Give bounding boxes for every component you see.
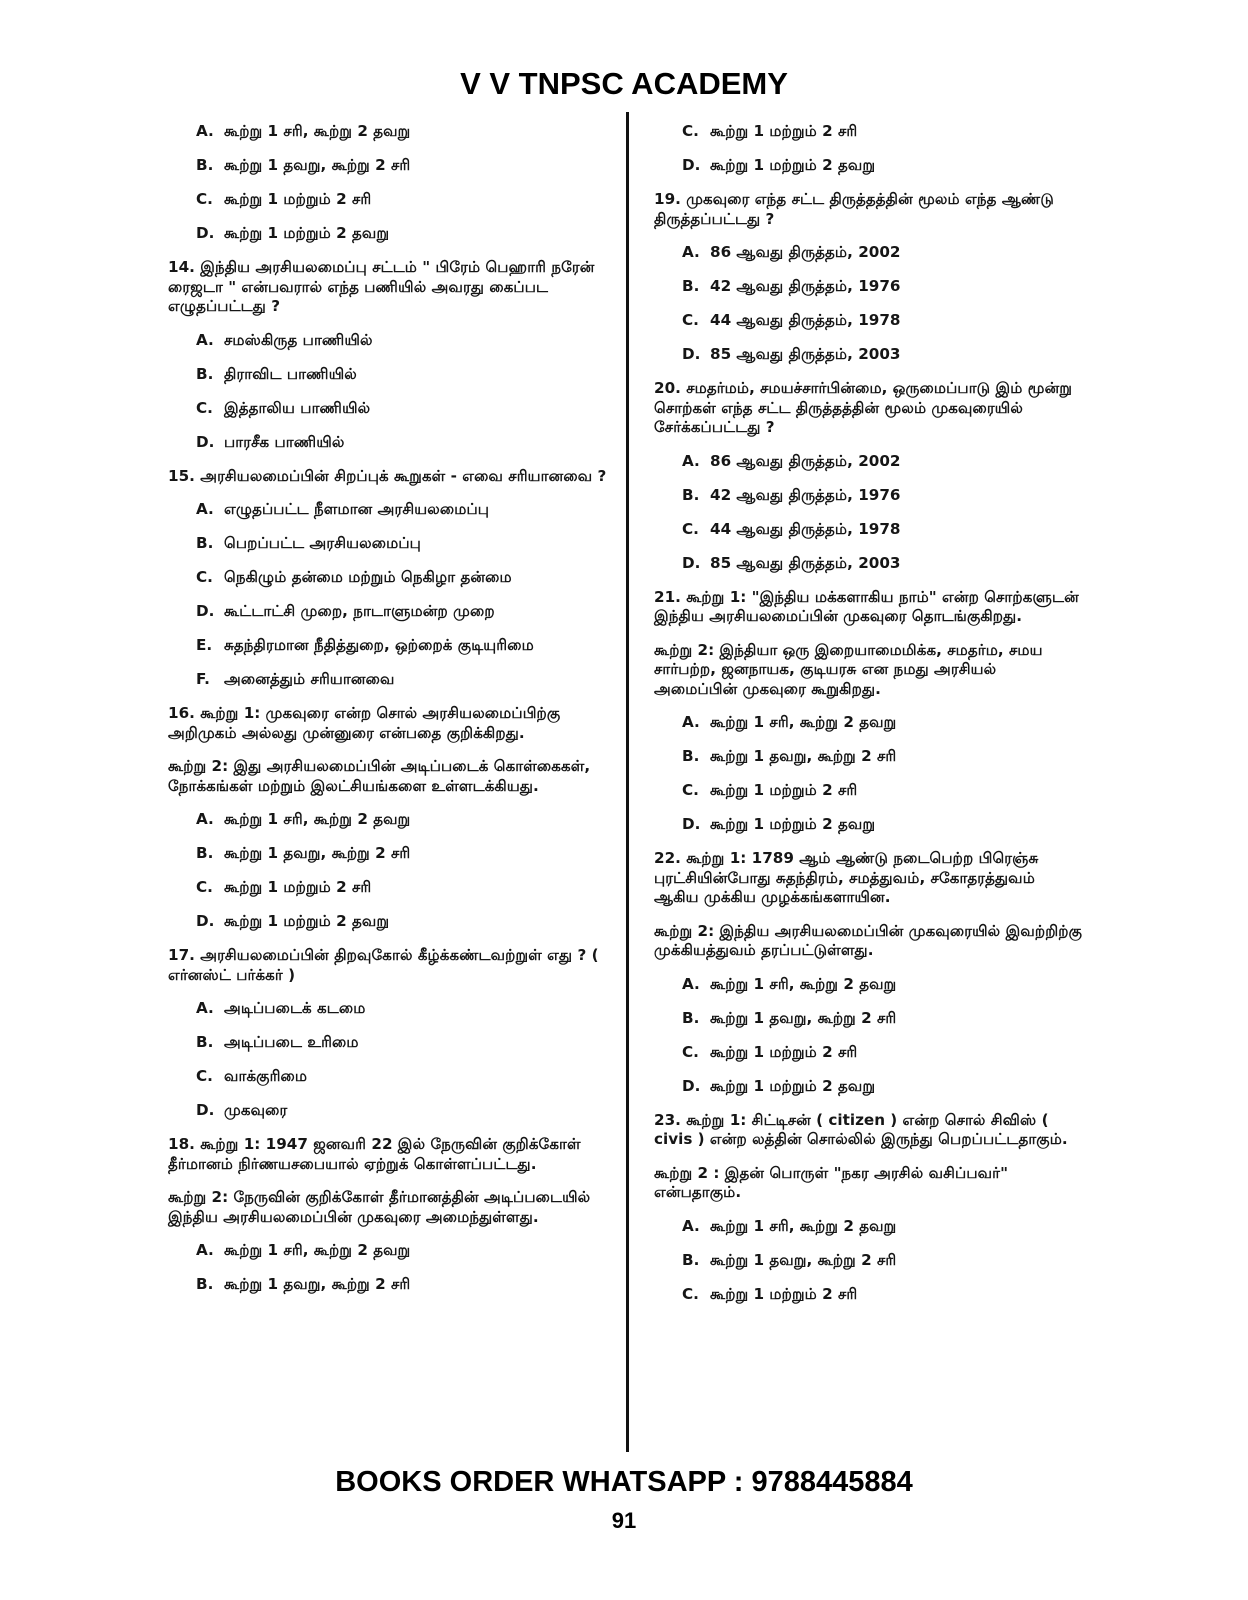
answer-option xyxy=(654,243,1084,263)
option-letter: F. xyxy=(196,670,210,688)
option-text: 42 ஆவது திருத்தம், 1976 xyxy=(710,277,901,295)
answer-option xyxy=(168,433,608,453)
answer-option xyxy=(654,452,1084,472)
answer-option xyxy=(168,331,608,351)
option-text: பெறப்பட்ட அரசியலமைப்பு xyxy=(224,534,421,552)
option-text: நெகிழும் தன்மை மற்றும் நெகிழா தன்மை xyxy=(224,568,512,586)
answer-option xyxy=(654,486,1084,506)
option-text: அனைத்தும் சரியானவை xyxy=(224,670,395,688)
option-letter: D. xyxy=(682,553,701,572)
option-letter: A. xyxy=(196,999,214,1017)
page-header-title: V V TNPSC ACADEMY xyxy=(460,66,788,101)
option-letter: C. xyxy=(682,122,699,140)
answer-option xyxy=(654,781,1084,801)
answer-option xyxy=(168,602,608,622)
option-letter: A. xyxy=(196,810,214,828)
answer-option xyxy=(654,1043,1084,1063)
option-letter: A. xyxy=(682,974,700,993)
option-text: இத்தாலிய பாணியில் xyxy=(224,398,371,417)
option-letter: C. xyxy=(682,1042,699,1061)
option-text: கூற்று 1 தவறு, கூற்று 2 சரி xyxy=(710,1250,897,1269)
option-letter: B. xyxy=(682,1250,700,1269)
option-letter: B. xyxy=(682,277,700,295)
option-text: சமஸ்கிருத பாணியில் xyxy=(224,330,373,349)
option-letter: C. xyxy=(196,190,213,208)
option-text: கூற்று 1 தவறு, கூற்று 2 சரி xyxy=(224,1275,411,1293)
question-text: 16. கூற்று 1: முகவுரை என்ற சொல் அரசியலமைப்பிற்கு அறிமுகம் அல்லது முன்னுரை என்பதை குறிக்கிறது. xyxy=(168,704,561,742)
answer-option xyxy=(654,156,1084,176)
option-text: 44 ஆவது திருத்தம், 1978 xyxy=(710,519,901,538)
option-letter: B. xyxy=(196,1033,214,1051)
answer-option xyxy=(654,747,1084,767)
option-letter: D. xyxy=(682,156,701,174)
option-text: கூற்று 1 சரி, கூற்று 2 தவறு xyxy=(224,1241,411,1259)
option-letter: C. xyxy=(196,568,213,586)
answer-option xyxy=(168,844,608,864)
option-text: கூற்று 1 தவறு, கூற்று 2 சரி xyxy=(224,156,411,174)
option-text: 44 ஆவது திருத்தம், 1978 xyxy=(710,311,901,329)
books-order-footer: BOOKS ORDER WHATSAPP : 9788445884 xyxy=(335,1466,913,1498)
option-letter: B. xyxy=(682,747,700,765)
answer-option xyxy=(654,122,1084,142)
question-text: கூற்று 2 : இதன் பொருள் "நகர அரசில் வசிப்பவர்" என்பதாகும். xyxy=(654,1163,1009,1201)
answer-option xyxy=(654,277,1084,297)
option-text: கூற்று 1 தவறு, கூற்று 2 சரி xyxy=(710,747,897,765)
option-text: கூற்று 1 சரி, கூற்று 2 தவறு xyxy=(224,810,411,828)
answer-option xyxy=(168,999,608,1019)
question-text: 17. அரசியலமைப்பின் திறவுகோல் கீழ்க்கண்டவற்றுள் எது ? ( எர்னஸ்ட் பர்க்கர் ) xyxy=(168,946,599,984)
answer-option xyxy=(168,1275,608,1295)
answer-option xyxy=(654,1217,1084,1237)
option-letter: B. xyxy=(196,156,214,174)
right-column xyxy=(654,122,1084,1319)
answer-option xyxy=(168,365,608,385)
question-text: 20. சமதர்மம், சமயச்சார்பின்மை, ஒருமைப்பாடு இம் மூன்று சொற்கள் எந்த சட்ட திருத்தத்தின் மூலம் முகவுரையில் சேர்க்கப்பட்டது ? xyxy=(654,379,1073,436)
option-text: கூற்று 1 தவறு, கூற்று 2 சரி xyxy=(710,1008,897,1027)
option-letter: B. xyxy=(682,1008,700,1027)
answer-option xyxy=(168,122,608,142)
option-letter: C. xyxy=(196,1067,213,1085)
answer-option xyxy=(654,1251,1084,1271)
answer-option xyxy=(654,1009,1084,1029)
answer-option xyxy=(168,636,608,656)
option-letter: C. xyxy=(682,311,699,329)
option-text: கூற்று 1 மற்றும் 2 சரி xyxy=(710,781,858,799)
question-text: 22. கூற்று 1: 1789 ஆம் ஆண்டு நடைபெற்ற பிரெஞ்சு புரட்சியின்போது சுதந்திரம், சமத்துவம், சகோதரத்துவம் ஆகிய முக்கிய முழக்கங்களாயின. xyxy=(654,849,1039,906)
question-text: கூற்று 2: இது அரசியலமைப்பின் அடிப்படைக் கொள்கைகள், நோக்கங்கள் மற்றும் இலட்சியங்களை உள்ளடக்கியது. xyxy=(168,757,591,795)
answer-option xyxy=(168,156,608,176)
answer-option xyxy=(168,568,608,588)
option-text: கூற்று 1 தவறு, கூற்று 2 சரி xyxy=(224,844,411,862)
option-letter: A. xyxy=(682,1216,700,1235)
question-text: 23. கூற்று 1: சிட்டிசன் ( citizen ) என்ற சொல் சிவிஸ் ( civis ) என்ற லத்தின் சொல்லில் இருந்து பெறப்பட்டதாகும். xyxy=(654,1110,1068,1148)
answer-option xyxy=(168,810,608,830)
option-text: வாக்குரிமை xyxy=(224,1067,308,1085)
option-text: கூற்று 1 மற்றும் 2 தவறு xyxy=(710,1076,876,1095)
question-text: கூற்று 2: நேருவின் குறிக்கோள் தீர்மானத்தின் அடிப்படையில் இந்திய அரசியலமைப்பின் முகவுரை அமைந்துள்ளது. xyxy=(168,1188,591,1226)
option-text: கூட்டாட்சி முறை, நாடாளுமன்ற முறை xyxy=(224,602,495,620)
answer-option xyxy=(654,1077,1084,1097)
option-text: கூற்று 1 சரி, கூற்று 2 தவறு xyxy=(710,713,897,731)
option-letter: A. xyxy=(196,330,214,349)
option-text: கூற்று 1 மற்றும் 2 தவறு xyxy=(710,815,876,833)
answer-option xyxy=(654,345,1084,365)
answer-option xyxy=(168,534,608,554)
option-letter: D. xyxy=(682,1076,701,1095)
option-text: பாரசீக பாணியில் xyxy=(224,432,345,451)
option-letter: D. xyxy=(682,815,701,833)
option-letter: D. xyxy=(196,1101,215,1119)
answer-option xyxy=(168,670,608,690)
answer-option xyxy=(168,1067,608,1087)
option-letter: D. xyxy=(196,912,215,930)
question-text: 21. கூற்று 1: "இந்திய மக்களாகிய நாம்" என்ற சொற்களுடன் இந்திய அரசியலமைப்பின் முகவுரை தொடங்குகிறது. xyxy=(654,587,1079,625)
option-text: 42 ஆவது திருத்தம், 1976 xyxy=(710,485,901,504)
option-text: கூற்று 1 மற்றும் 2 சரி xyxy=(710,1284,858,1303)
option-letter: D. xyxy=(196,432,215,451)
answer-option xyxy=(168,912,608,932)
answer-option xyxy=(654,554,1084,574)
option-letter: D. xyxy=(196,602,215,620)
answer-option xyxy=(654,713,1084,733)
option-text: கூற்று 1 சரி, கூற்று 2 தவறு xyxy=(710,1216,897,1235)
question-text: கூற்று 2: இந்திய அரசியலமைப்பின் முகவுரையில் இவற்றிற்கு முக்கியத்துவம் தரப்பட்டுள்ளது. xyxy=(654,921,1083,959)
answer-option xyxy=(168,224,608,244)
option-letter: A. xyxy=(196,500,214,518)
option-text: கூற்று 1 மற்றும் 2 சரி xyxy=(710,122,858,140)
answer-option xyxy=(168,500,608,520)
question-text: 15. அரசியலமைப்பின் சிறப்புக் கூறுகள் - எவை சரியானவை ? xyxy=(168,466,607,485)
answer-option xyxy=(654,1285,1084,1305)
answer-option xyxy=(654,311,1084,331)
answer-option xyxy=(654,520,1084,540)
question-text: 14. இந்திய அரசியலமைப்பு சட்டம் " பிரேம் பெஹாரி நரேன் ரைஜடா " என்பவரால் எந்த பணியில் அவரது கைப்பட எழுதப்பட்டது ? xyxy=(168,258,595,315)
option-letter: A. xyxy=(682,451,700,470)
option-letter: C. xyxy=(196,398,213,417)
option-letter: C. xyxy=(682,519,699,538)
option-letter: B. xyxy=(196,364,214,383)
option-letter: C. xyxy=(682,781,699,799)
option-letter: C. xyxy=(196,878,213,896)
option-letter: A. xyxy=(682,243,700,261)
answer-option xyxy=(654,975,1084,995)
option-letter: B. xyxy=(196,1275,214,1293)
option-text: எழுதப்பட்ட நீளமான அரசியலமைப்பு xyxy=(224,500,490,518)
answer-option xyxy=(654,815,1084,835)
answer-option xyxy=(168,878,608,898)
question-text: கூற்று 2: இந்தியா ஒரு இறையாமைமிக்க, சமதர்ம, சமய சார்பற்ற, ஜனநாயக, குடியரசு என நமது அரசியல் அமைப்பின் முகவுரை கூறுகிறது. xyxy=(654,640,1043,698)
option-text: கூற்று 1 மற்றும் 2 தவறு xyxy=(224,224,390,242)
option-letter: C. xyxy=(682,1284,699,1303)
option-letter: B. xyxy=(196,844,214,862)
column-divider xyxy=(626,112,629,1452)
option-text: முகவுரை xyxy=(224,1101,288,1119)
option-text: கூற்று 1 மற்றும் 2 தவறு xyxy=(710,156,876,174)
option-letter: E. xyxy=(196,636,213,654)
option-text: கூற்று 1 மற்றும் 2 சரி xyxy=(224,190,372,208)
answer-option xyxy=(168,190,608,210)
option-text: அடிப்படை உரிமை xyxy=(224,1033,359,1051)
option-text: 86 ஆவது திருத்தம், 2002 xyxy=(710,451,901,470)
option-text: சுதந்திரமான நீதித்துறை, ஒற்றைக் குடியுரிமை xyxy=(224,636,534,654)
option-letter: D. xyxy=(196,224,215,242)
option-text: 85 ஆவது திருத்தம், 2003 xyxy=(710,553,901,572)
option-text: கூற்று 1 மற்றும் 2 சரி xyxy=(224,878,372,896)
question-text: 19. முகவுரை எந்த சட்ட திருத்தத்தின் மூலம் எந்த ஆண்டு திருத்தப்பட்டது ? xyxy=(654,190,1054,228)
option-text: திராவிட பாணியில் xyxy=(224,364,357,383)
option-letter: A. xyxy=(196,1241,214,1259)
option-text: கூற்று 1 மற்றும் 2 தவறு xyxy=(224,912,390,930)
answer-option xyxy=(168,1101,608,1121)
option-letter: B. xyxy=(196,534,214,552)
answer-option xyxy=(168,399,608,419)
option-text: 85 ஆவது திருத்தம், 2003 xyxy=(710,345,901,363)
left-column xyxy=(168,122,608,1309)
answer-option xyxy=(168,1241,608,1261)
option-letter: B. xyxy=(682,485,700,504)
option-text: 86 ஆவது திருத்தம், 2002 xyxy=(710,243,901,261)
option-letter: A. xyxy=(682,713,700,731)
answer-option xyxy=(168,1033,608,1053)
option-text: கூற்று 1 மற்றும் 2 சரி xyxy=(710,1042,858,1061)
question-text: 18. கூற்று 1: 1947 ஜனவரி 22 இல் நேருவின் குறிக்கோள் தீர்மானம் நிர்ணயசபையால் ஏற்றுக் கொள்ளப்பட்டது. xyxy=(168,1135,581,1173)
option-text: கூற்று 1 சரி, கூற்று 2 தவறு xyxy=(710,974,897,993)
option-letter: D. xyxy=(682,345,701,363)
page-number: 91 xyxy=(611,1508,637,1533)
option-text: கூற்று 1 சரி, கூற்று 2 தவறு xyxy=(224,122,411,140)
option-text: அடிப்படைக் கடமை xyxy=(224,999,366,1017)
option-letter: A. xyxy=(196,122,214,140)
